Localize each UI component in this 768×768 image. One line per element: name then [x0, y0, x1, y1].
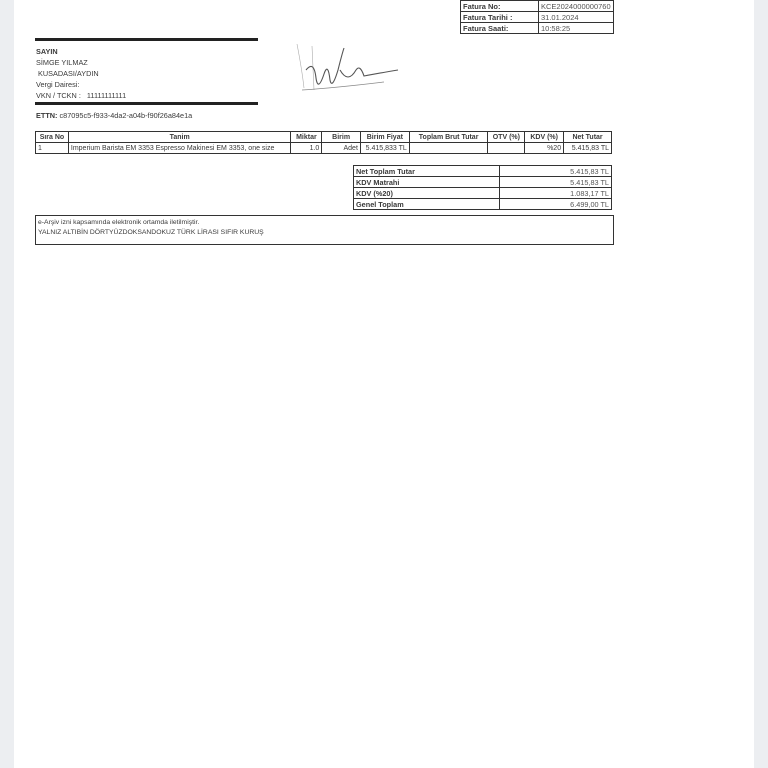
- grand-total-value: 6.499,00 TL: [500, 199, 612, 210]
- ettn-value: c87095c5-f933-4da2-a04b-f90f26a84e1a: [59, 111, 193, 120]
- col-header-otv: OTV (%): [488, 132, 525, 143]
- customer-vkn-value: 11111111111: [86, 91, 127, 100]
- table-row: [36, 143, 612, 154]
- col-header-toplam-brut-tutar: Toplam Brut Tutar: [409, 132, 488, 143]
- col-header-tanim: Tanim: [68, 132, 291, 143]
- cell-sira-no: 1: [36, 143, 69, 154]
- note-box: [35, 215, 614, 245]
- invoice-page: [14, 0, 754, 768]
- totals-row: [354, 177, 612, 188]
- cell-birim-fiyat: 5.415,833 TL: [360, 143, 409, 154]
- net-total-value: 5.415,83 TL: [500, 166, 612, 177]
- net-total-label: Net Toplam Tutar: [354, 166, 500, 177]
- cell-toplam-brut-tutar: [409, 143, 488, 154]
- totals-table: [353, 165, 612, 210]
- col-header-miktar: Miktar: [291, 132, 322, 143]
- items-header-row: [36, 132, 612, 143]
- invoice-date-label: Fatura Tarihi :: [461, 12, 539, 23]
- kdv-amount-value: 1.083,17 TL: [500, 188, 612, 199]
- note-line-1: e-Arşiv izni kapsamında elektronik ortamda iletilmiştir.: [38, 219, 200, 226]
- invoice-number-value: KCE2024000000760: [539, 1, 614, 12]
- customer-name: SİMGE YILMAZ: [36, 58, 88, 67]
- invoice-number-row: [461, 1, 614, 12]
- cell-miktar: 1.0: [291, 143, 322, 154]
- col-header-kdv: KDV (%): [525, 132, 564, 143]
- customer-vkn-label: VKN / TCKN :: [36, 91, 81, 100]
- totals-row: [354, 166, 612, 177]
- invoice-time-row: [461, 23, 614, 34]
- ettn-line: [36, 111, 192, 120]
- ettn-label: ETTN:: [36, 111, 58, 120]
- invoice-time-value: 10:58:25: [539, 23, 614, 34]
- signature-image: [294, 40, 404, 100]
- invoice-meta-table: [460, 0, 614, 34]
- note-line-2: YALNIZ ALTIBİN DÖRTYÜZDOKSANDOKUZ TÜRK LİRASI SIFIR KURUŞ: [38, 228, 264, 236]
- col-header-net-tutar: Net Tutar: [564, 132, 612, 143]
- totals-row: [354, 188, 612, 199]
- col-header-sira-no: Sıra No: [36, 132, 69, 143]
- invoice-date-value: 31.01.2024: [539, 12, 614, 23]
- cell-kdv: %20: [525, 143, 564, 154]
- cell-net-tutar: 5.415,83 TL: [564, 143, 612, 154]
- customer-tax-office: Vergi Dairesi:: [36, 80, 80, 89]
- customer-city: KUSADASI/AYDIN: [38, 69, 99, 78]
- customer-vkn: [36, 90, 126, 101]
- cell-birim: Adet: [322, 143, 361, 154]
- invoice-number-label: Fatura No:: [461, 1, 539, 12]
- customer-heading: SAYIN: [36, 47, 58, 56]
- customer-block: [36, 46, 126, 101]
- kdv-amount-label: KDV (%20): [354, 188, 500, 199]
- cell-tanim: Imperium Barista EM 3353 Espresso Makinesi EM 3353, one size: [68, 143, 291, 154]
- items-table: [35, 131, 612, 154]
- customer-bottom-rule: [35, 102, 258, 105]
- cell-otv: [488, 143, 525, 154]
- kdv-base-label: KDV Matrahi: [354, 177, 500, 188]
- col-header-birim-fiyat: Birim Fiyat: [360, 132, 409, 143]
- invoice-time-label: Fatura Saati:: [461, 23, 539, 34]
- customer-top-rule: [35, 38, 258, 41]
- col-header-birim: Birim: [322, 132, 361, 143]
- totals-row: [354, 199, 612, 210]
- grand-total-label: Genel Toplam: [354, 199, 500, 210]
- invoice-date-row: [461, 12, 614, 23]
- kdv-base-value: 5.415,83 TL: [500, 177, 612, 188]
